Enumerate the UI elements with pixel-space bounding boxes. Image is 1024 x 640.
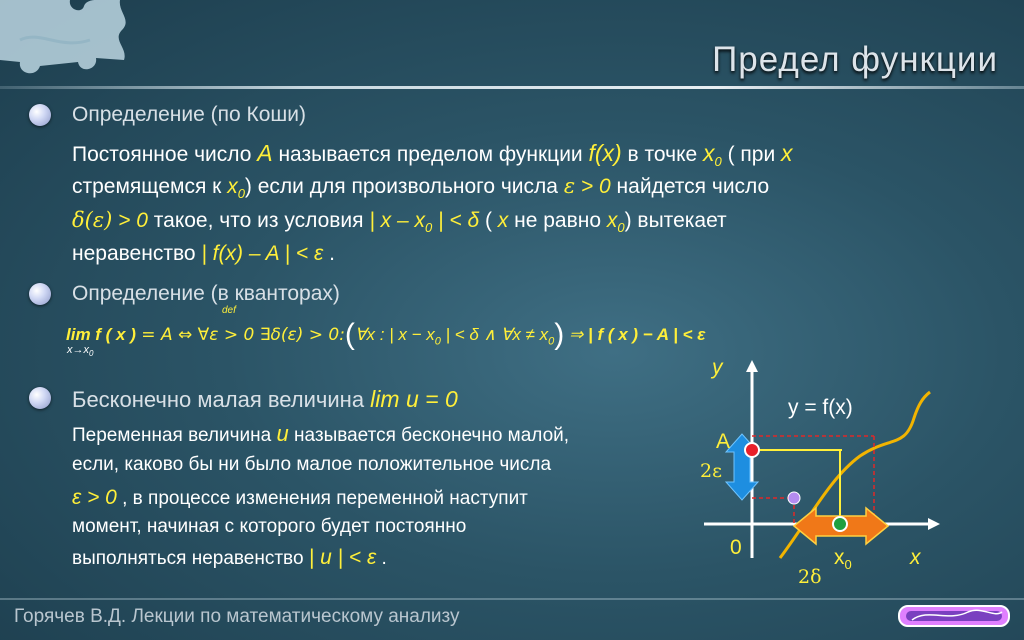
bullet-icon xyxy=(29,283,51,305)
infinitesimal-line-3: ε > 0 , в процессе изменения переменной наступит xyxy=(72,486,528,509)
const-a: A xyxy=(257,140,273,166)
infinitesimal-line-2: если, каково бы ни было малое положительное числа xyxy=(72,454,552,475)
y-axis-label: y xyxy=(712,356,723,379)
x-axis-label: x xyxy=(910,546,921,569)
delta-label: 2δ xyxy=(798,566,822,588)
footer-divider xyxy=(0,598,1024,600)
quantifier-formula: lim f ( x ) = A ⇔ ∀ε > 0 ∃δ(ε) > 0:(∀x : | $x - x_0$ | < δ ∧ ∀x ≠ $x_0$) ⇒ | f ( x ) − A | < ε xyxy=(66,318,706,351)
bullet-icon xyxy=(29,104,51,126)
limit-point-icon xyxy=(745,443,759,457)
fx: f(x) xyxy=(588,140,622,166)
logo-icon xyxy=(898,604,1010,628)
cauchy-definition-header: Определение (по Коши) xyxy=(72,103,306,126)
page-title: Предел функции xyxy=(712,40,998,79)
cauchy-line-1: Постоянное число A называется пределом функции f(x) в точке $x_0$ ( при x xyxy=(72,140,793,170)
x-axis-arrow-icon xyxy=(928,518,940,530)
cauchy-line-4: неравенство | f(x) – A | < ε . xyxy=(72,242,335,265)
infinitesimal-line-1: Переменная величина u называется бесконечно малой, xyxy=(72,421,570,446)
cauchy-line-2: стремящемся к $x_0$) если для произвольного числа ε > 0 найдется число xyxy=(72,174,770,202)
origin-label: 0 xyxy=(730,536,742,559)
y-axis-arrow-icon xyxy=(746,360,758,372)
x0-label: $x_0$ xyxy=(834,546,852,573)
bullet-icon xyxy=(29,387,51,409)
infinitesimal-line-4: момент, начиная с которого будет постоянно xyxy=(72,516,467,537)
epsilon-label: 2ε xyxy=(700,460,722,482)
footer-text: Горячев В.Д. Лекции по математическому анализу xyxy=(14,606,460,627)
x0-point-icon xyxy=(833,517,847,531)
curve-point-icon xyxy=(788,492,800,504)
infinitesimal-line-5: выполняться неравенство | u | < ε . xyxy=(72,546,387,569)
a-label: A xyxy=(716,430,731,453)
cauchy-line-3: δ(ε) > 0 такое, что из условия | x – $x_0$ | < δ ( x не равно $x_0$) вытекает xyxy=(72,208,727,236)
lim-subscript: $x\to x_0$ xyxy=(67,344,94,359)
infinitesimal-header: Бесконечно малая величина lim u = 0 xyxy=(72,386,458,412)
puzzle-decoration xyxy=(0,0,140,90)
title-divider xyxy=(0,86,1024,89)
def-label: def xyxy=(222,305,236,316)
quantifier-definition-header: Определение (в кванторах) xyxy=(72,282,340,305)
function-label: y = f(x) xyxy=(788,396,853,419)
